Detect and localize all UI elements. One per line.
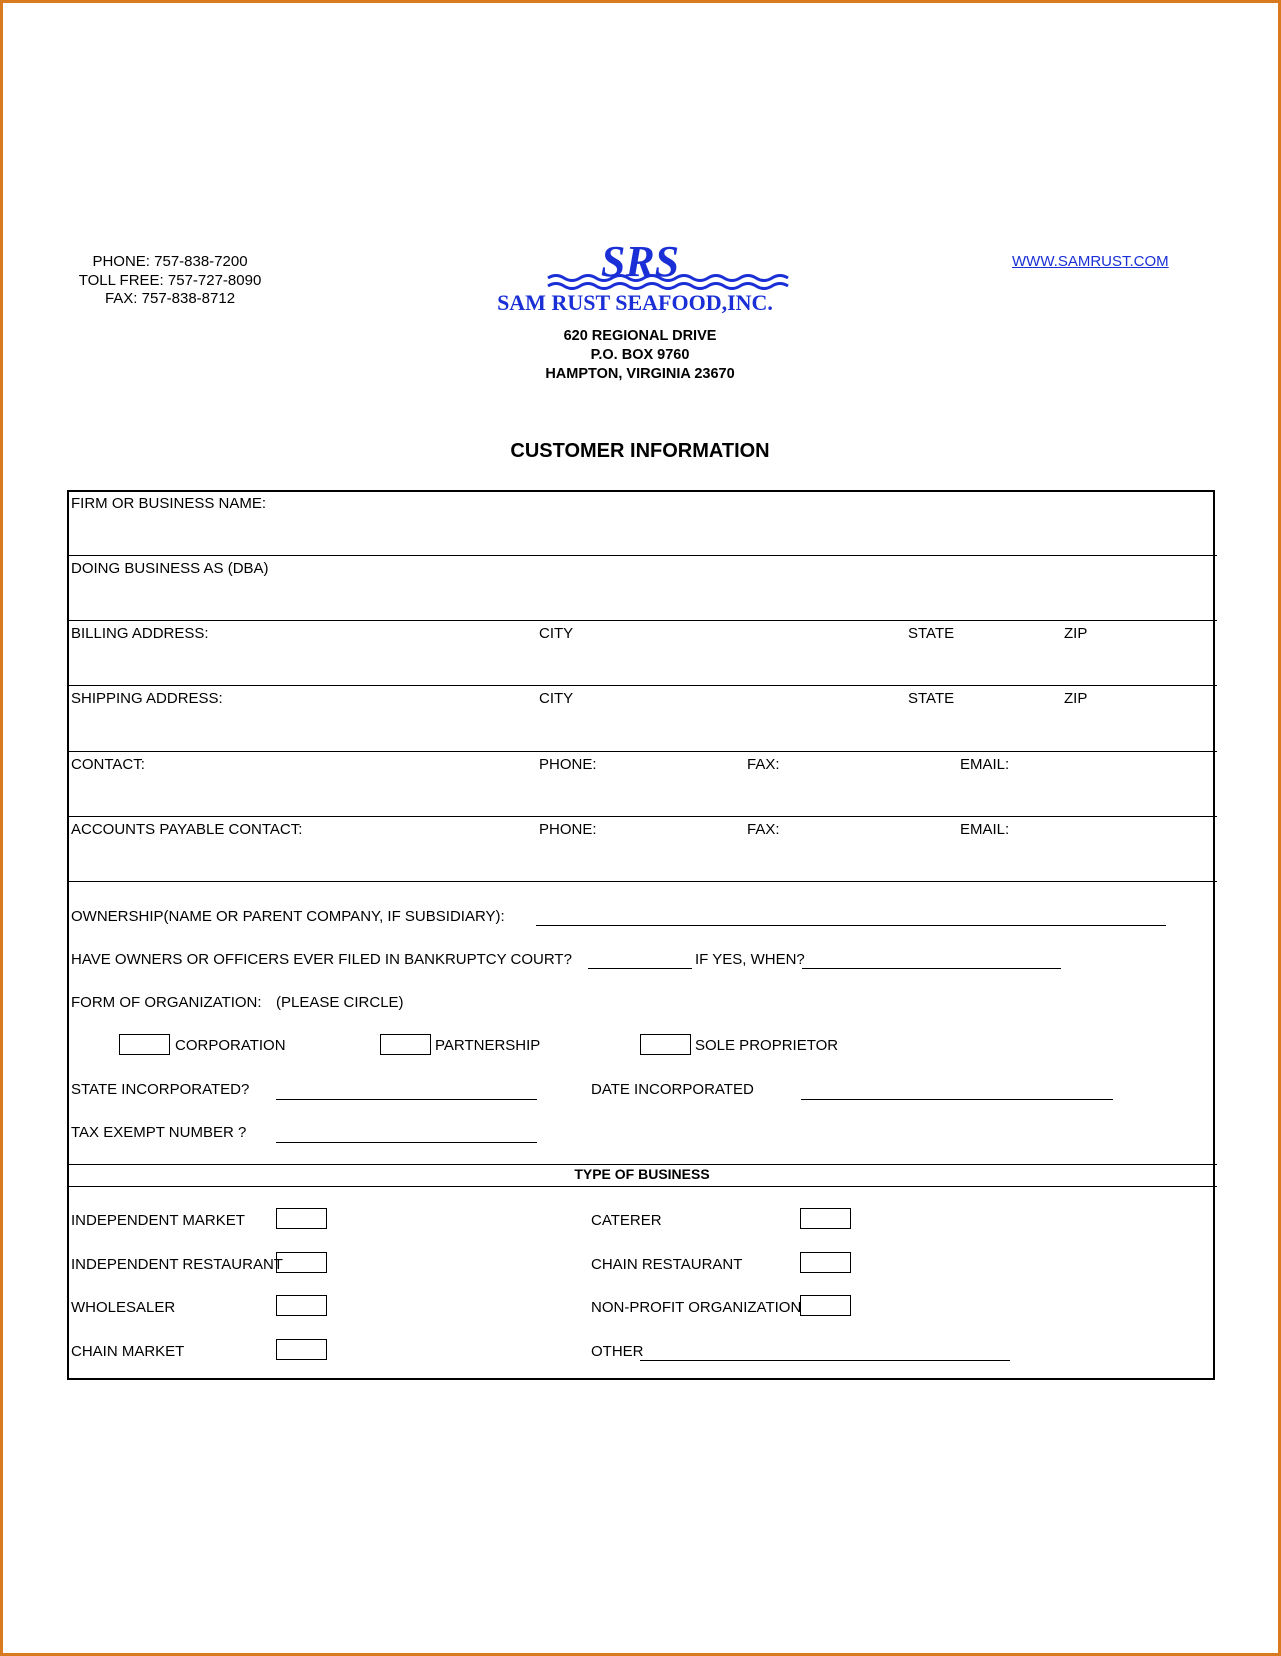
chain-market-label: CHAIN MARKET [71,1343,185,1360]
non-profit-checkbox[interactable] [800,1295,851,1316]
ap-phone-label: PHONE: [539,821,597,838]
contact-email-label: EMAIL: [960,756,1010,773]
non-profit-label: NON-PROFIT ORGANIZATION [591,1299,802,1316]
logo-monogram: SRS [600,237,680,286]
row-divider [67,685,1217,686]
row-divider [67,751,1217,752]
sole-proprietor-checkbox[interactable] [640,1034,691,1055]
tax-exempt-field-line[interactable] [276,1142,537,1143]
partnership-checkbox[interactable] [380,1034,431,1055]
tax-exempt-label: TAX EXEMPT NUMBER ? [71,1124,247,1141]
corporation-checkbox[interactable] [119,1034,170,1055]
sole-proprietor-label: SOLE PROPRIETOR [695,1037,839,1054]
billing-zip-label: ZIP [1064,625,1088,642]
date-incorporated-field-line[interactable] [801,1099,1113,1100]
state-incorporated-field-line[interactable] [276,1099,537,1100]
billing-state-label: STATE [908,625,955,642]
please-circle-label: (PLEASE CIRCLE) [276,994,404,1011]
address-line-2: P.O. BOX 9760 [590,347,690,363]
chain-restaurant-checkbox[interactable] [800,1252,851,1273]
other-label: OTHER [591,1343,644,1360]
bankruptcy-when-field-line[interactable] [802,968,1061,969]
ownership-field-line[interactable] [536,925,1166,926]
row-divider [67,555,1217,556]
type-of-business-heading: TYPE OF BUSINESS [574,1166,710,1182]
if-yes-when-label: IF YES, WHEN? [695,951,805,968]
shipping-address-label: SHIPPING ADDRESS: [71,690,223,707]
fax-number: FAX: 757-838-8712 [104,290,236,307]
partnership-label: PARTNERSHIP [435,1037,541,1054]
ap-email-label: EMAIL: [960,821,1010,838]
dba-label: DOING BUSINESS AS (DBA) [71,560,269,577]
caterer-label: CATERER [591,1212,662,1229]
contact-phone-label: PHONE: [539,756,597,773]
logo-graphic [470,236,800,316]
address-line-1: 620 REGIONAL DRIVE [563,328,717,344]
independent-restaurant-label: INDEPENDENT RESTAURANT [71,1256,283,1273]
shipping-zip-label: ZIP [1064,690,1088,707]
chain-restaurant-label: CHAIN RESTAURANT [591,1256,743,1273]
independent-market-checkbox[interactable] [276,1208,327,1229]
phone-number: PHONE: 757-838-7200 [92,253,248,270]
bankruptcy-label: HAVE OWNERS OR OFFICERS EVER FILED IN BANKRUPTCY COURT? [71,951,572,968]
independent-market-label: INDEPENDENT MARKET [71,1212,245,1229]
shipping-state-label: STATE [908,690,955,707]
contact-label: CONTACT: [71,756,145,773]
other-field-line[interactable] [640,1360,1010,1361]
row-divider [67,816,1217,817]
form-title: CUSTOMER INFORMATION [510,440,770,462]
toll-free-number: TOLL FREE: 757-727-8090 [78,272,262,289]
form-of-organization-label: FORM OF ORGANIZATION: [71,994,262,1011]
website-link[interactable]: WWW.SAMRUST.COM [1012,253,1169,270]
firm-name-label: FIRM OR BUSINESS NAME: [71,495,267,512]
ap-fax-label: FAX: [747,821,780,838]
contact-fax-label: FAX: [747,756,780,773]
section-divider [67,1164,1217,1165]
address-line-3: HAMPTON, VIRGINIA 23670 [545,366,735,382]
form-outer-box [67,490,1215,1380]
caterer-checkbox[interactable] [800,1208,851,1229]
logo-company-name: SAM RUST SEAFOOD,INC. [497,290,773,315]
section-divider [67,1186,1217,1187]
billing-address-label: BILLING ADDRESS: [71,625,209,642]
row-divider [67,620,1217,621]
ap-contact-label: ACCOUNTS PAYABLE CONTACT: [71,821,303,838]
billing-city-label: CITY [539,625,574,642]
company-logo [470,236,800,316]
shipping-city-label: CITY [539,690,574,707]
chain-market-checkbox[interactable] [276,1339,327,1360]
state-incorporated-label: STATE INCORPORATED? [71,1081,250,1098]
corporation-label: CORPORATION [175,1037,286,1054]
independent-restaurant-checkbox[interactable] [276,1252,327,1273]
ownership-label: OWNERSHIP(NAME OR PARENT COMPANY, IF SUBSIDIARY): [71,908,505,925]
wholesaler-checkbox[interactable] [276,1295,327,1316]
wholesaler-label: WHOLESALER [71,1299,176,1316]
date-incorporated-label: DATE INCORPORATED [591,1081,754,1098]
row-divider [67,881,1217,882]
bankruptcy-field-line[interactable] [588,968,692,969]
